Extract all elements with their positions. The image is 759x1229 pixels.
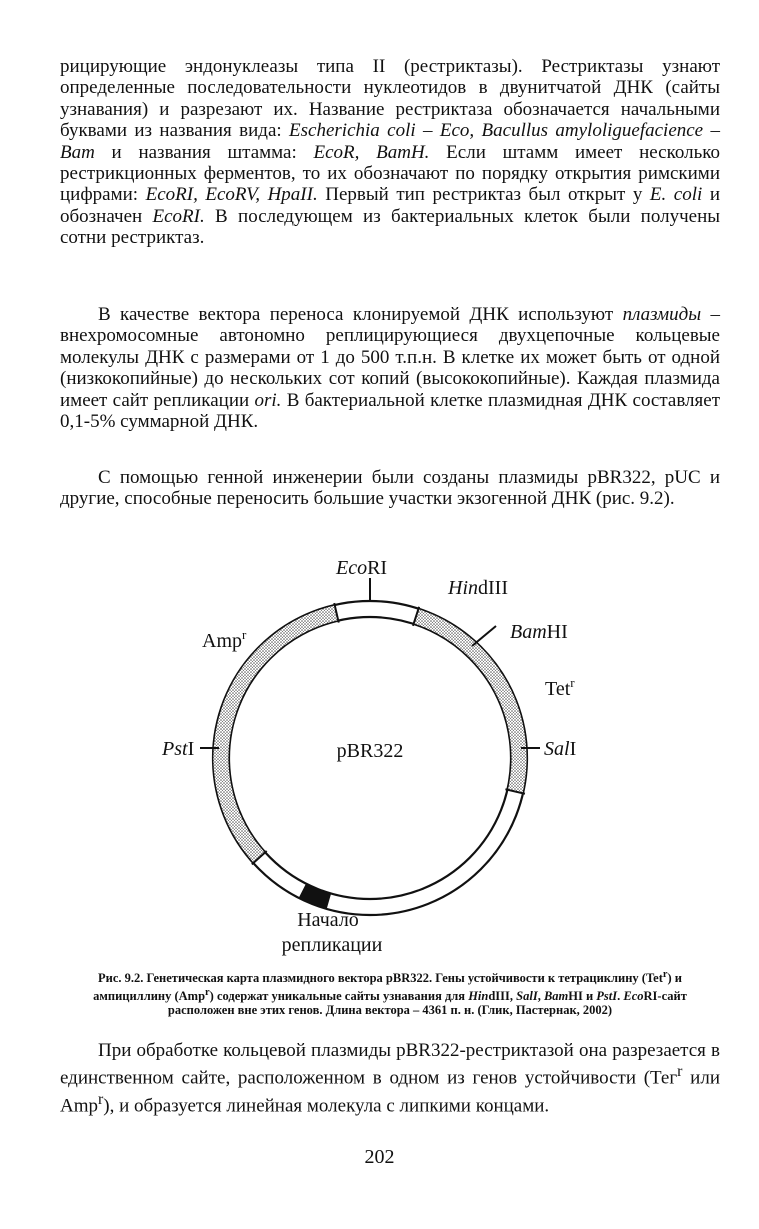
page-number: 202 (364, 1146, 395, 1168)
text-run: – внехромосомные автономно реплицирующиеся двухцепочные кольцевые молекулы ДНК с размерами от 1 до 500 т.п.н. В клетке их может быть от одной (низкокопийные) до нескольких сот копий (высококопийные). Каждая плазмида имеет сайт репликации (60, 304, 721, 411)
caption-sup: r (662, 969, 668, 980)
caption-run: HI и (568, 988, 597, 1003)
paragraph-restriction-enzymes (60, 56, 720, 249)
ecori-label: EcoRI (336, 557, 388, 579)
caption-run: ) и ампициллину (Amp (93, 971, 682, 1003)
caption-run: . (617, 988, 624, 1003)
ori-label-line1: Начало (297, 909, 359, 931)
text-run: или Amp (60, 1067, 720, 1117)
tet-label: Tet$^r$ (545, 675, 575, 700)
caption-sup: r (205, 986, 210, 998)
text-run: В бактериальной клетке плазмидная ДНК составляет 0,1-5% суммарной ДНК. (60, 389, 720, 433)
plasmid-name-label: pBR322 (336, 740, 404, 762)
italic-run: ori. (254, 389, 282, 411)
caption-italic: Eco (623, 988, 644, 1003)
boundary-ticks (252, 603, 525, 864)
italic-run: Escherichia coli – Eco, Bacullus amyloliguefacience – Bam (60, 120, 720, 163)
italic-run: E. coli (649, 184, 703, 206)
paragraph-plasmids (60, 304, 720, 432)
caption-italic: Hin (468, 988, 489, 1003)
text-run: В последующем из бактериальных клеток были получены сотни рестриктаз. (60, 205, 721, 249)
caption-run: , (537, 988, 544, 1003)
bamhi-site-line (472, 626, 496, 646)
amp-label: Amp$^r$ (202, 627, 247, 652)
paragraph-genetic-engineering (60, 467, 720, 510)
text-run: рицирующие эндонуклеазы типа II (рестриктазы). Рестриктазы узнают определенные последовательности нуклеотидов в двунитчатой ДНК (сайты узнавания) и разрезают их. Название рестриктаза обозначается начальными буквами из названия вида: (60, 56, 720, 142)
italic-run: плазмиды (622, 304, 702, 325)
figure-caption (60, 968, 720, 1018)
text-run: При обработке кольцевой плазмиды pBR322-рестриктазой она разрезается в единственном сайте, расположенном в одном из генов устойчивости (Тег (60, 1040, 720, 1089)
caption-run: Рис. 9.2. Генетическая карта плазмидного вектора pBR322. Гены устойчивости к тетрациклину (Tet (98, 971, 663, 986)
text-run: В качестве вектора переноса клонируемой ДНК используют (98, 304, 623, 325)
text-run: ), и образуется линейная молекула с липкими концами. (103, 1095, 550, 1117)
plasmid-map-svg (160, 548, 600, 968)
text-run: и обозначен (60, 184, 720, 227)
superscript: r (677, 1063, 683, 1081)
caption-italic: SalI (516, 988, 538, 1003)
text-run: С помощью генной инженерии были созданы плазмиды pBR322, pUC и другие, способные переносить большие участки экзогенной ДНК (рис. 9.2). (60, 467, 720, 510)
caption-italic: Bam (543, 988, 569, 1003)
bamhi-label: BamHI (510, 621, 568, 643)
sali-label: SalI (544, 738, 577, 760)
paragraph-restriction-cut (60, 1040, 720, 1117)
text-run: и названия штамма: (94, 141, 314, 163)
italic-run: EcoRI, EcoRV, HpaII. (145, 184, 318, 206)
italic-run: EcoR, BamH. (313, 141, 430, 163)
text-run: Если штамм имеет несколько рестрикционных ферментов, то их обозначают по порядку открытия римскими цифрами: (60, 141, 720, 206)
caption-run: dIII, (488, 988, 517, 1003)
italic-run: EcoRI. (152, 205, 205, 227)
psti-label: PstI (162, 738, 195, 760)
caption-run: ) содержат уникальные сайты узнавания для (209, 988, 469, 1003)
caption-run: RI-сайт расположен вне этих генов. Длина вектора – 4361 п. н. (Глик, Пастернак, 2002) (167, 988, 687, 1018)
superscript: r (98, 1091, 104, 1109)
ori-label-line2: репликации (281, 934, 383, 956)
hindiii-label: HindIII (448, 577, 508, 599)
text-run: Первый тип рестриктаз был открыт у (317, 184, 650, 206)
plasmid-map-figure (160, 548, 600, 968)
caption-italic: PstI (596, 988, 618, 1003)
